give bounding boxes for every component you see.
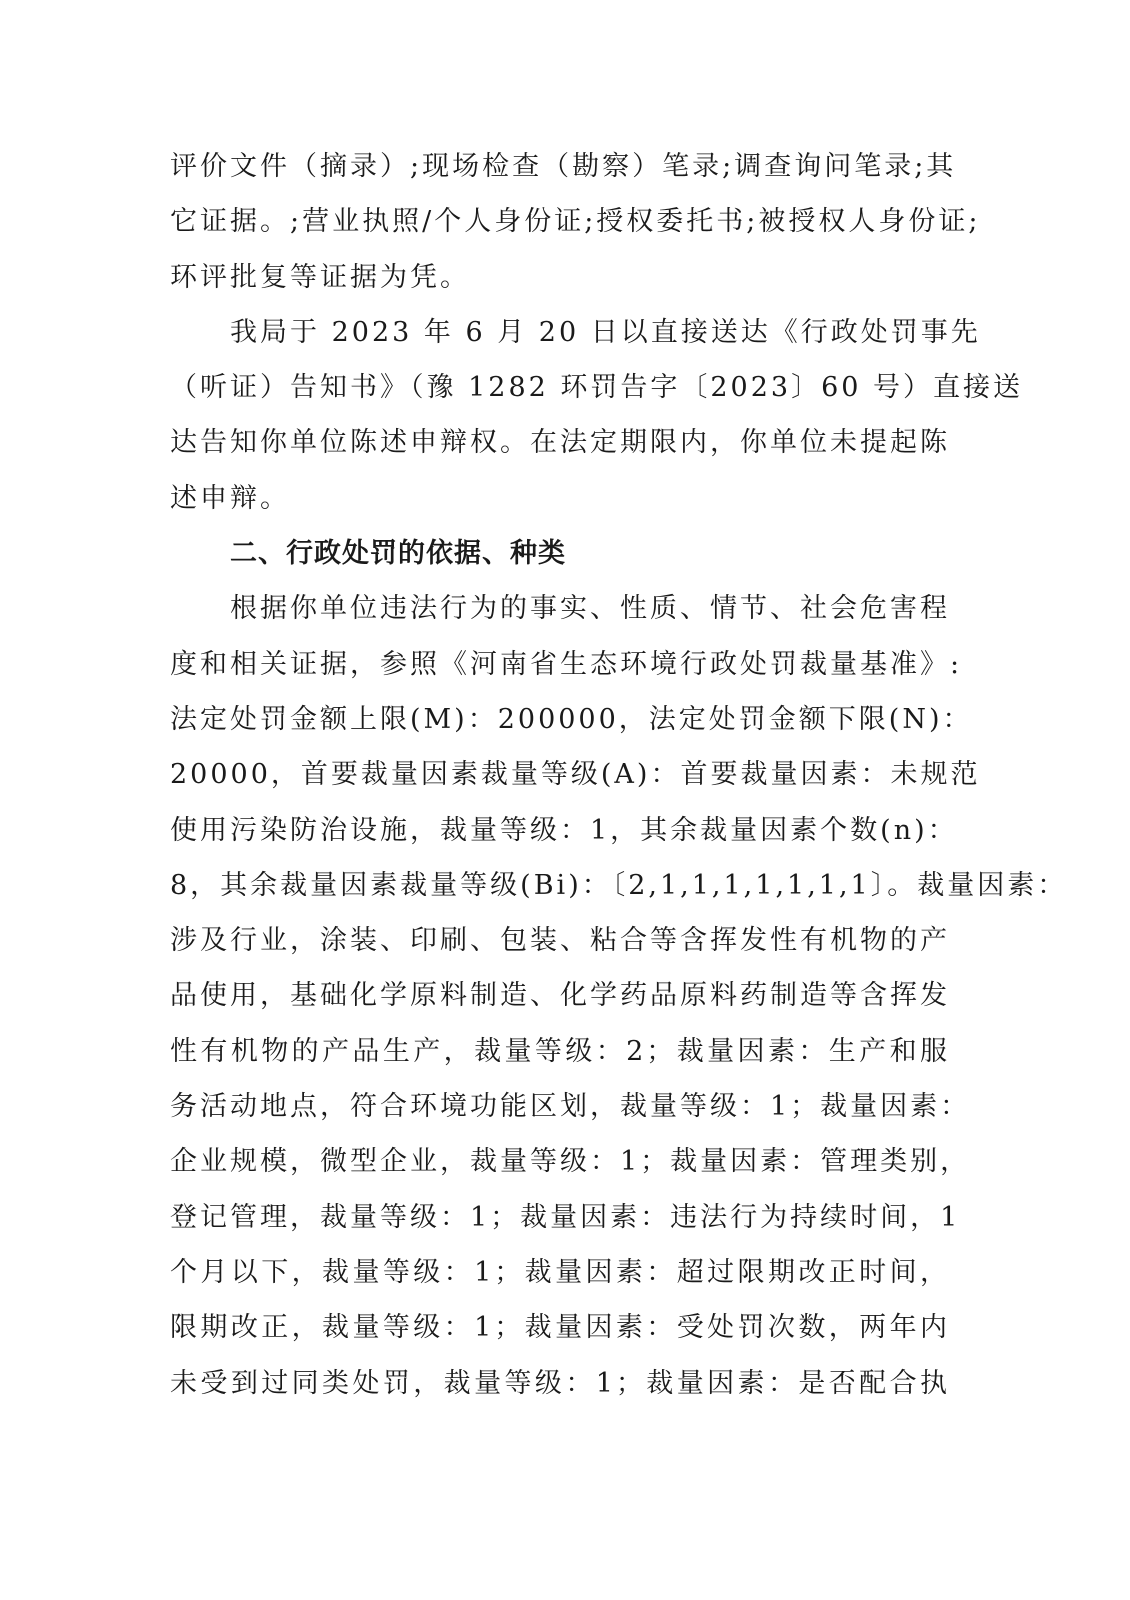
body-line: 评价文件（摘录）;现场检查（勘察）笔录;调查询问笔录;其 — [170, 151, 957, 182]
body-line: 达告知你单位陈述申辩权。在法定期限内，你单位未提起陈 — [170, 427, 950, 459]
body-line: 限期改正，裁量等级：1；裁量因素：受处罚次数，两年内 — [170, 1312, 950, 1344]
body-line: 它证据。;营业执照/个人身份证;授权委托书;被授权人身份证; — [170, 206, 981, 238]
body-line: 环评批复等证据为凭。 — [170, 261, 470, 293]
body-line: （听证）告知书》（豫 1282 环罚告字〔2023〕60 号）直接送 — [170, 372, 1024, 404]
body-line: 品使用，基础化学原料制造、化学药品原料药制造等含挥发 — [170, 980, 950, 1012]
body-line: 20000，首要裁量因素裁量等级(A)：首要裁量因素：未规范 — [170, 759, 981, 791]
body-line: 登记管理，裁量等级：1；裁量因素：违法行为持续时间，1 — [170, 1201, 961, 1233]
body-line: 法定处罚金额上限(M)：200000，法定处罚金额下限(N)： — [170, 703, 973, 735]
document-body — [170, 139, 1068, 1411]
body-line: 个月以下，裁量等级：1；裁量因素：超过限期改正时间， — [170, 1256, 950, 1288]
body-line: 涉及行业，涂装、印刷、包装、粘合等含挥发性有机物的产 — [170, 925, 950, 957]
body-line: 企业规模，微型企业，裁量等级：1；裁量因素：管理类别， — [170, 1146, 971, 1178]
paragraph-first-line: 我局于 2023 年 6 月 20 日以直接送达《行政处罚事先 — [230, 316, 981, 348]
body-line: 8，其余裁量因素裁量等级(Bi)：〔2,1,1,1,1,1,1,1〕。裁量因素： — [170, 869, 1068, 901]
body-line: 性有机物的产品生产，裁量等级：2；裁量因素：生产和服 — [170, 1035, 950, 1067]
body-line: 务活动地点，符合环境功能区划，裁量等级：1；裁量因素： — [170, 1091, 971, 1123]
body-line: 未受到过同类处罚，裁量等级：1；裁量因素：是否配合执 — [170, 1367, 950, 1399]
body-line: 使用污染防治设施，裁量等级：1，其余裁量因素个数(n)： — [170, 814, 958, 846]
paragraph-first-line: 根据你单位违法行为的事实、性质、情节、社会危害程 — [230, 593, 950, 625]
body-line: 度和相关证据，参照《河南省生态环境行政处罚裁量基准》: — [170, 648, 963, 680]
body-line: 述申辩。 — [170, 482, 290, 514]
section-heading: 二、行政处罚的依据、种类 — [230, 538, 566, 570]
